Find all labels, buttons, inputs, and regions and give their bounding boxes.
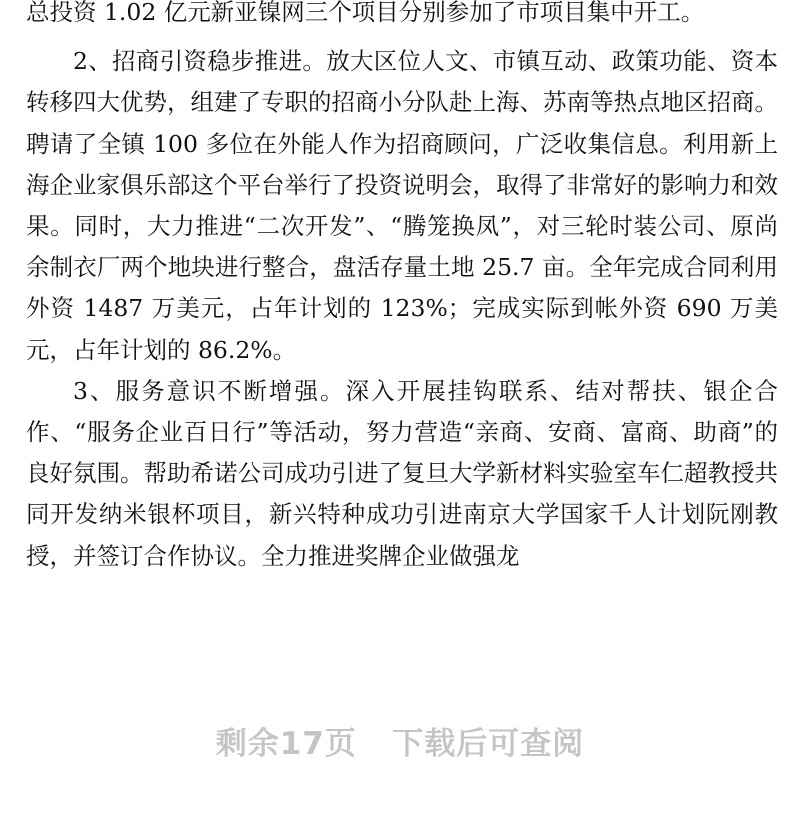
remaining-pages-notice: 剩余17页 下载后可查阅 [215,726,585,762]
paragraph-service-awareness: 3、服务意识不断增强。深入开展挂钩联系、结对帮扶、银企合作、“服务企业百日行”等活动，努力营造“亲商、安商、富商、助商”的良好氛围。帮助希诺公司成功引进了复旦大学新材料实验室车仁超教授共同开发纳米银杯项目，新兴特种成功引进南京大学国家千人计划阮刚教授，并签订合作协议。全力推进奖牌企业做强龙 [26,376,778,570]
paragraph-investment-promotion: 2、招商引资稳步推进。放大区位人文、市镇互动、政策功能、资本转移四大优势，组建了专职的招商小分队赴上海、苏南等热点地区招商。聘请了全镇 100 多位在外能人作为招商顾问，广泛收集信息。利用新上海企业家俱乐部这个平台举行了投资说明会，取得了非常好的影响力和效果。同时，大力推进“二次开发”、“腾笼换凤”，对三轮时装公司、原尚余制衣厂两个地块进行整合，盘活存量土地 25.7 亩。全年完成合同利用外资 1487 万美元，占年计划的 123%；完成实际到帐外资 690 万美元，占年计划的 86.2%。 [26,47,778,364]
document-body [26,0,778,577]
paragraph-continuation: 总投资 1.02 亿元新亚镍网三个项目分别参加了市项目集中开工。 [26,0,705,26]
